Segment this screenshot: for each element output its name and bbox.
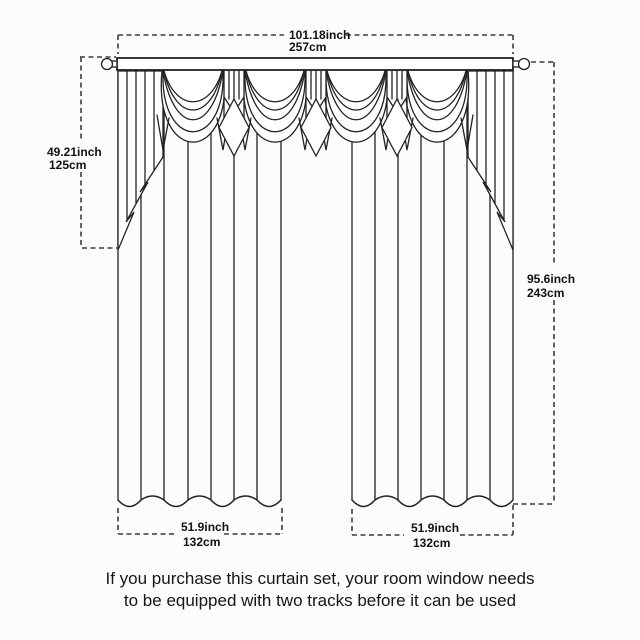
panel-drop-inch-label: 95.6inch (527, 272, 576, 286)
dimension-rod-width (118, 28, 513, 54)
valance-swag (320, 71, 392, 151)
valance-drop-inch-label: 49.21inch (47, 145, 102, 159)
valance-swag (239, 71, 311, 151)
rod-finial-left (102, 59, 113, 70)
left-panel-width-inch-label: 51.9inch (181, 520, 230, 534)
dimension-valance-drop (47, 57, 117, 248)
caption (106, 569, 535, 610)
caption-line-2: to be equipped with two tracks before it can be used (123, 591, 517, 610)
left-panel-width-cm-label: 132cm (183, 535, 221, 549)
dimension-left-panel-width (118, 508, 282, 549)
valance (118, 71, 513, 251)
panel-drop-cm-label: 243cm (527, 286, 565, 300)
right-panel-width-cm-label: 132cm (413, 536, 451, 550)
valance-swag (157, 71, 229, 151)
right-panel-hem-wave (352, 496, 513, 507)
dimension-panel-drop (513, 62, 575, 504)
rod-finial-right (519, 59, 530, 70)
dimension-right-panel-width (352, 505, 513, 550)
rod-width-inch-label: 101.18inch (289, 28, 351, 42)
rod-width-cm-label: 257cm (289, 40, 327, 54)
valance-swag (401, 71, 473, 151)
valance-drop-cm-label: 125cm (49, 158, 87, 172)
right-panel-width-inch-label: 51.9inch (411, 521, 460, 535)
caption-line-1: If you purchase this curtain set, your room window needs (105, 569, 535, 588)
curtain-rod (102, 58, 530, 70)
